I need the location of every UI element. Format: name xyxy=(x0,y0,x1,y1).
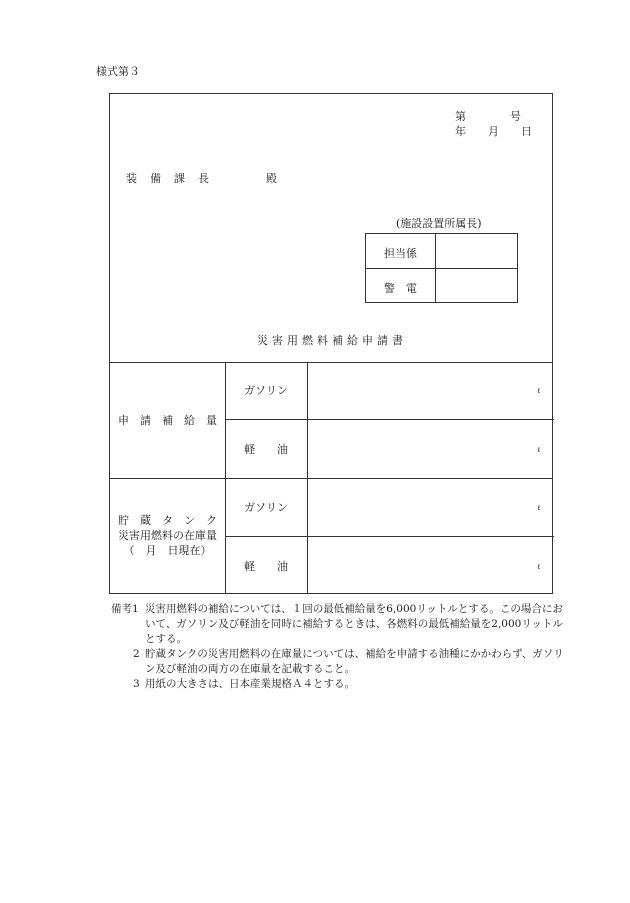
document-number: 第 号 xyxy=(455,110,521,123)
document-title: 災害用燃料補給申請書 xyxy=(257,334,407,347)
notes-section xyxy=(111,602,571,692)
note-text: 災害用燃料の補給については、１回の最低補給量を6,000リットルとする。この場合において、ガソリン及び軽油を同時に補給するときは、各燃料の最低補給量を2,000リットルとする。 xyxy=(145,603,563,645)
stock-label-line-3: （ 月 日現在） xyxy=(123,544,212,557)
unit-liter: ℓ xyxy=(537,446,541,454)
section-divider xyxy=(110,478,552,479)
form-number: 様式第３ xyxy=(96,65,140,78)
form-frame xyxy=(109,93,553,594)
applicant-heading: (施設設置所属長) xyxy=(396,217,482,230)
unit-liter: ℓ xyxy=(537,504,541,512)
row-divider-2 xyxy=(225,536,554,537)
table-top-border xyxy=(110,362,552,363)
label-column-divider xyxy=(225,362,226,594)
fuel-label-diesel: 軽 油 xyxy=(244,560,288,573)
document-date: 年 月 日 xyxy=(455,125,532,138)
person-in-charge-label: 担当係 xyxy=(384,247,417,260)
stock-label-line-2: 災害用燃料の在庫量 xyxy=(118,529,217,542)
honorific: 殿 xyxy=(266,172,277,185)
note-text: 貯蔵タンクの災害用燃料の在庫量については、補給を申請する油種にかかわらず、ガソリン及び軽油の両方の在庫量を記載すること。 xyxy=(145,648,564,675)
unit-liter: ℓ xyxy=(537,387,541,395)
fuel-label-gasoline: ガソリン xyxy=(244,384,288,397)
applicant-box xyxy=(365,233,518,303)
stock-label-line-1: 貯 蔵 タ ン ク xyxy=(118,514,217,527)
fuel-label-diesel: 軽 油 xyxy=(244,443,288,456)
police-phone-label: 警 電 xyxy=(384,282,417,295)
unit-liter: ℓ xyxy=(537,563,541,571)
addressee: 装 備 課 長 xyxy=(126,172,210,185)
note-item: 備考1 災害用燃料の補給については、１回の最低補給量を6,000リットルとする。この場合において、ガソリン及び軽油を同時に補給するときは、各燃料の最低補給量を2,000リットルとする。 xyxy=(111,603,563,645)
fuel-column-divider xyxy=(307,362,308,594)
note-text: 用紙の大きさは、日本産業規格Ａ４とする。 xyxy=(145,678,355,690)
note-item: 2 貯蔵タンクの災害用燃料の在庫量については、補給を申請する油種にかかわらず、ガソリン及び軽油の両方の在庫量を記載すること。 xyxy=(133,648,564,675)
notes-heading: 備考 xyxy=(111,603,132,615)
note-item: 3 用紙の大きさは、日本産業規格Ａ４とする。 xyxy=(133,678,355,690)
fuel-label-gasoline: ガソリン xyxy=(244,501,288,514)
row-divider-1 xyxy=(225,419,554,420)
requested-amount-label: 申 請 補 給 量 xyxy=(118,414,217,427)
